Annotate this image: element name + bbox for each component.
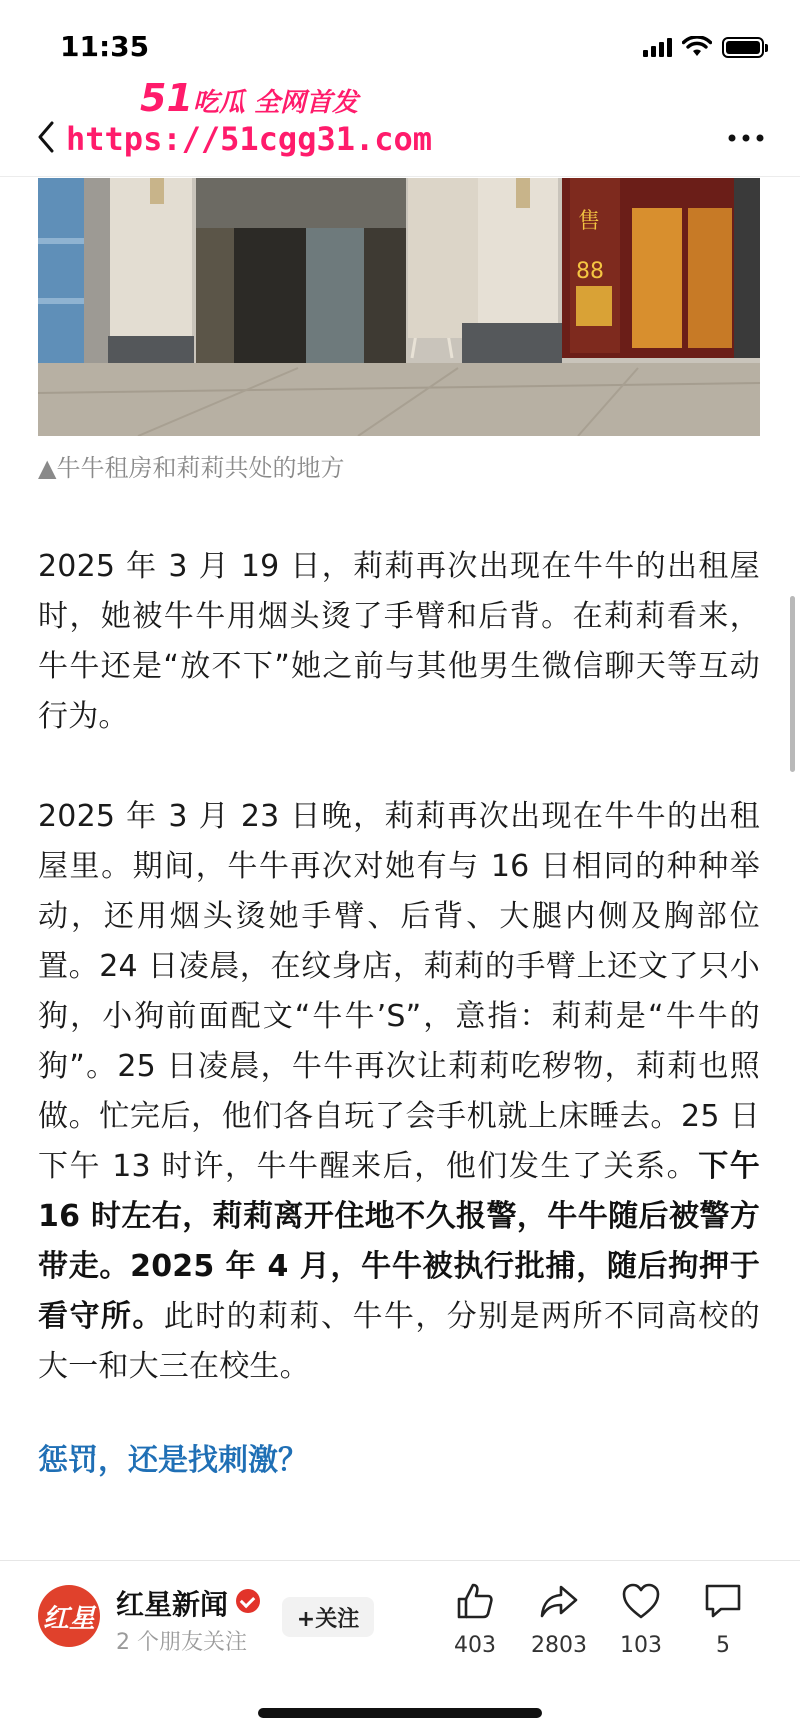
more-button[interactable] bbox=[726, 118, 766, 158]
article-paragraph-2 bbox=[38, 792, 760, 1392]
shop-sign-number: 88 bbox=[576, 259, 604, 284]
article-subheading: 惩罚，还是找刺激？ bbox=[38, 1443, 308, 1478]
source-avatar[interactable]: 红星 bbox=[38, 1585, 100, 1647]
article-paragraph-2-tail: 此时的莉莉、牛牛，分别是两所不同高校的大一和大三在校生。 bbox=[38, 1299, 760, 1384]
nav-divider bbox=[0, 176, 800, 177]
scroll-indicator[interactable] bbox=[790, 596, 795, 772]
back-button[interactable] bbox=[28, 112, 64, 162]
article-paragraph-2-plain: 2025 年 3 月 23 日晚，莉莉再次出现在牛牛的出租屋里。期间，牛牛再次对她有与 16 日相同的种种举动，还用烟头烫她手臂、后背、大腿内侧及胸部位置。24 日凌晨，在纹身店，莉莉的手臂上还文了只小狗，小狗前面配文“牛牛’S”，意指：莉莉是“牛牛的狗”。25 日凌晨，牛牛再次让莉莉吃秽物，莉莉也照做。忙完后，他们各自玩了会手机就上床睡去。25 日下午 13 时许，牛牛醒来后，他们发生了关系。 bbox=[38, 799, 760, 1184]
comment-count: 5 bbox=[716, 1633, 730, 1658]
like-button[interactable] bbox=[430, 1579, 520, 1658]
wifi-icon bbox=[682, 36, 712, 58]
article-image[interactable] bbox=[38, 178, 760, 436]
thumbs-up-icon bbox=[455, 1581, 495, 1621]
favorite-button[interactable] bbox=[596, 1579, 686, 1658]
signal-icon bbox=[643, 37, 672, 57]
status-icons bbox=[643, 36, 764, 58]
shop-sign-char: 售 bbox=[578, 209, 601, 234]
image-caption: ▲牛牛租房和莉莉共处的地方 bbox=[38, 454, 345, 482]
source-name[interactable]: 红星新闻 bbox=[116, 1588, 229, 1621]
status-time: 11:35 bbox=[60, 30, 150, 63]
chevron-left-icon bbox=[36, 120, 56, 154]
home-indicator[interactable] bbox=[258, 1708, 542, 1718]
share-count: 2803 bbox=[531, 1633, 587, 1658]
building-photo bbox=[38, 178, 760, 436]
more-dots-icon bbox=[726, 133, 766, 143]
comment-button[interactable] bbox=[678, 1579, 768, 1658]
follow-button[interactable]: +关注 bbox=[282, 1597, 374, 1637]
watermark-url: https://51cgg31.com bbox=[66, 120, 433, 158]
watermark-brand bbox=[140, 76, 358, 120]
verified-icon bbox=[236, 1589, 260, 1613]
article-body bbox=[38, 542, 760, 1486]
source-followers: 2 个朋友关注 bbox=[116, 1630, 247, 1655]
heart-icon bbox=[621, 1582, 661, 1620]
like-count: 403 bbox=[454, 1633, 496, 1658]
watermark-brand-text: 吃瓜 全网首发 bbox=[192, 88, 358, 118]
article-paragraph-1: 2025 年 3 月 19 日，莉莉再次出现在牛牛的出租屋时，她被牛牛用烟头烫了手臂和后背。在莉莉看来，牛牛还是“放不下”她之前与其他男生微信聊天等互动行为。 bbox=[38, 549, 760, 734]
status-bar bbox=[0, 0, 800, 100]
share-arrow-icon bbox=[539, 1581, 579, 1621]
battery-icon bbox=[722, 37, 764, 58]
share-button[interactable] bbox=[514, 1579, 604, 1658]
comment-icon bbox=[703, 1581, 743, 1621]
article-paragraph-2-bold: 下午 16 时左右，莉莉离开住地不久报警，牛牛随后被警方带走。2025 年 4 月，牛牛被执行批捕，随后拘押于看守所。 bbox=[38, 1149, 760, 1334]
watermark-brand-number: 51 bbox=[140, 76, 193, 120]
favorite-count: 103 bbox=[620, 1633, 662, 1658]
